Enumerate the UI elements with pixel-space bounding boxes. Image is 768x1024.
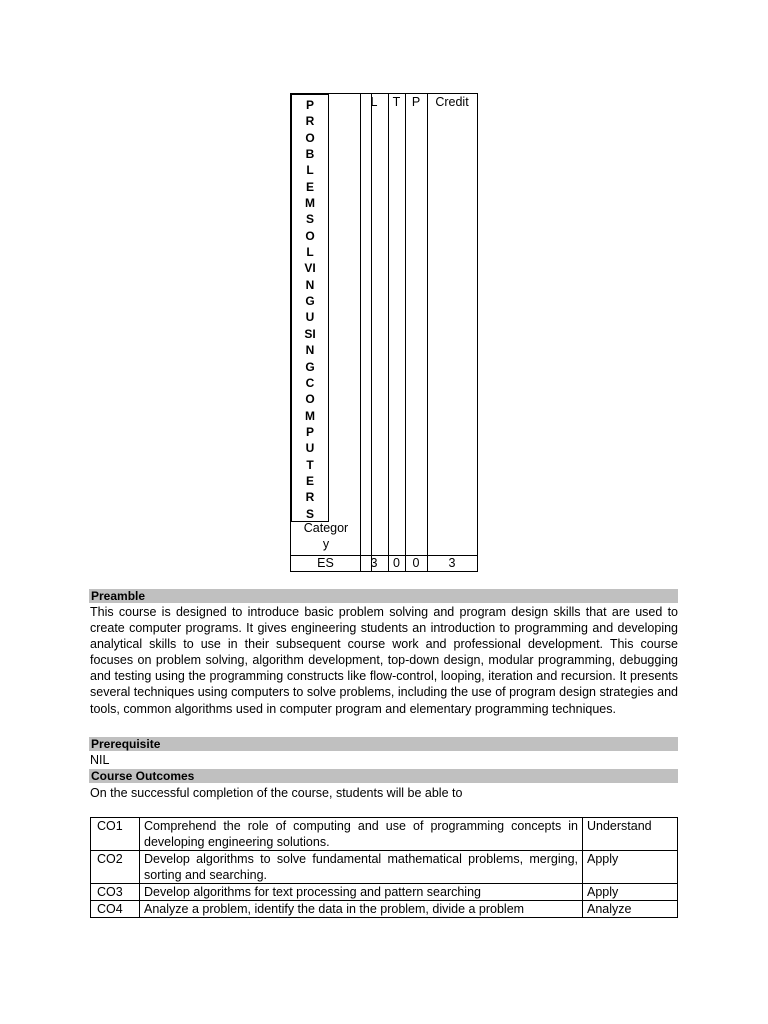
header-p: P — [411, 95, 421, 109]
outcome-id: CO2 — [91, 851, 140, 884]
header-t: T — [392, 95, 401, 109]
course-title-letter: S — [305, 506, 314, 521]
course-title-letter: S — [305, 212, 314, 227]
course-title-letter: R — [305, 114, 315, 129]
outcome-level: Apply — [583, 851, 678, 884]
course-title-letter: P — [305, 98, 314, 112]
course-title-letter: G — [305, 294, 315, 309]
course-info-table — [290, 93, 478, 572]
table-divider — [388, 94, 389, 571]
course-title-letter: O — [305, 392, 315, 407]
course-title-letter: R — [305, 490, 315, 505]
course-title-letter: N — [305, 277, 315, 292]
header-credit: Credit — [435, 95, 469, 109]
course-title-letter: O — [305, 130, 315, 145]
outcome-level: Understand — [583, 818, 678, 851]
course-title-letter: N — [305, 343, 315, 358]
course-title-letter: G — [305, 359, 315, 374]
course-title-letter: T — [306, 457, 314, 472]
course-title-vertical — [292, 97, 328, 522]
t-value: 0 — [393, 556, 400, 570]
course-title-letter: U — [305, 310, 315, 325]
outcome-description: Comprehend the role of computing and use of programming concepts in developing engineering solutions. — [140, 818, 583, 851]
course-outcomes-intro: On the successful completion of the course, students will be able to — [90, 786, 463, 800]
outcome-id: CO4 — [91, 901, 140, 918]
outcome-description: Develop algorithms to solve fundamental mathematical problems, merging, sorting and searching. — [140, 851, 583, 884]
table-row — [91, 884, 678, 901]
course-title-letter: SI — [304, 326, 316, 341]
course-title-letter: O — [305, 228, 315, 243]
course-outcomes-heading: Course Outcomes — [89, 769, 678, 783]
course-title-letter: B — [305, 147, 315, 162]
course-title-letter: C — [305, 375, 315, 390]
prerequisite-heading: Prerequisite — [89, 737, 678, 751]
course-title-letter: U — [305, 441, 315, 456]
l-value: 3 — [370, 556, 378, 570]
course-title-box — [291, 94, 329, 522]
table-row — [91, 818, 678, 851]
credit-value: 3 — [448, 556, 456, 570]
p-value: 0 — [412, 556, 420, 570]
course-title-letter: L — [306, 245, 314, 260]
outcome-description: Develop algorithms for text processing and pattern searching — [140, 884, 583, 901]
preamble-heading: Preamble — [89, 589, 678, 603]
outcome-level: Analyze — [583, 901, 678, 918]
table-row — [91, 851, 678, 884]
course-title-letter: L — [306, 163, 314, 178]
outcome-id: CO1 — [91, 818, 140, 851]
course-title-letter: M — [305, 196, 315, 211]
table-divider — [371, 94, 372, 571]
course-outcomes-table — [90, 817, 678, 918]
category-label: Categor y — [303, 521, 349, 551]
preamble-text: This course is designed to introduce basic problem solving and program design skills that are used to create computer programs. It gives engineering students an introduction to programming and developing analytical skills to use in their subsequent course work and professional development. This course focuses on problem solving, algorithm development, top-down design, modular programming, debugging and testing using the programming constructs like flow-control, looping, iteration and recursion. It presents several techniques using computers to solve problems, including the use of program design strategies and tools, common algorithms used in computer program and elementary programming techniques. — [90, 605, 678, 716]
table-divider — [427, 94, 428, 571]
course-title-letter: E — [305, 179, 314, 194]
course-title-letter: M — [305, 408, 315, 423]
table-divider — [405, 94, 406, 571]
table-divider — [360, 94, 361, 571]
outcome-level: Apply — [583, 884, 678, 901]
category-value: ES — [317, 556, 334, 570]
outcome-description: Analyze a problem, identify the data in the problem, divide a problem — [140, 901, 583, 918]
table-row — [91, 901, 678, 918]
prerequisite-text: NIL — [90, 753, 110, 767]
outcome-id: CO3 — [91, 884, 140, 901]
course-title-letter: E — [305, 473, 314, 488]
course-title-letter: P — [305, 424, 314, 439]
course-title-letter: VI — [304, 261, 316, 276]
header-l: L — [370, 95, 378, 109]
